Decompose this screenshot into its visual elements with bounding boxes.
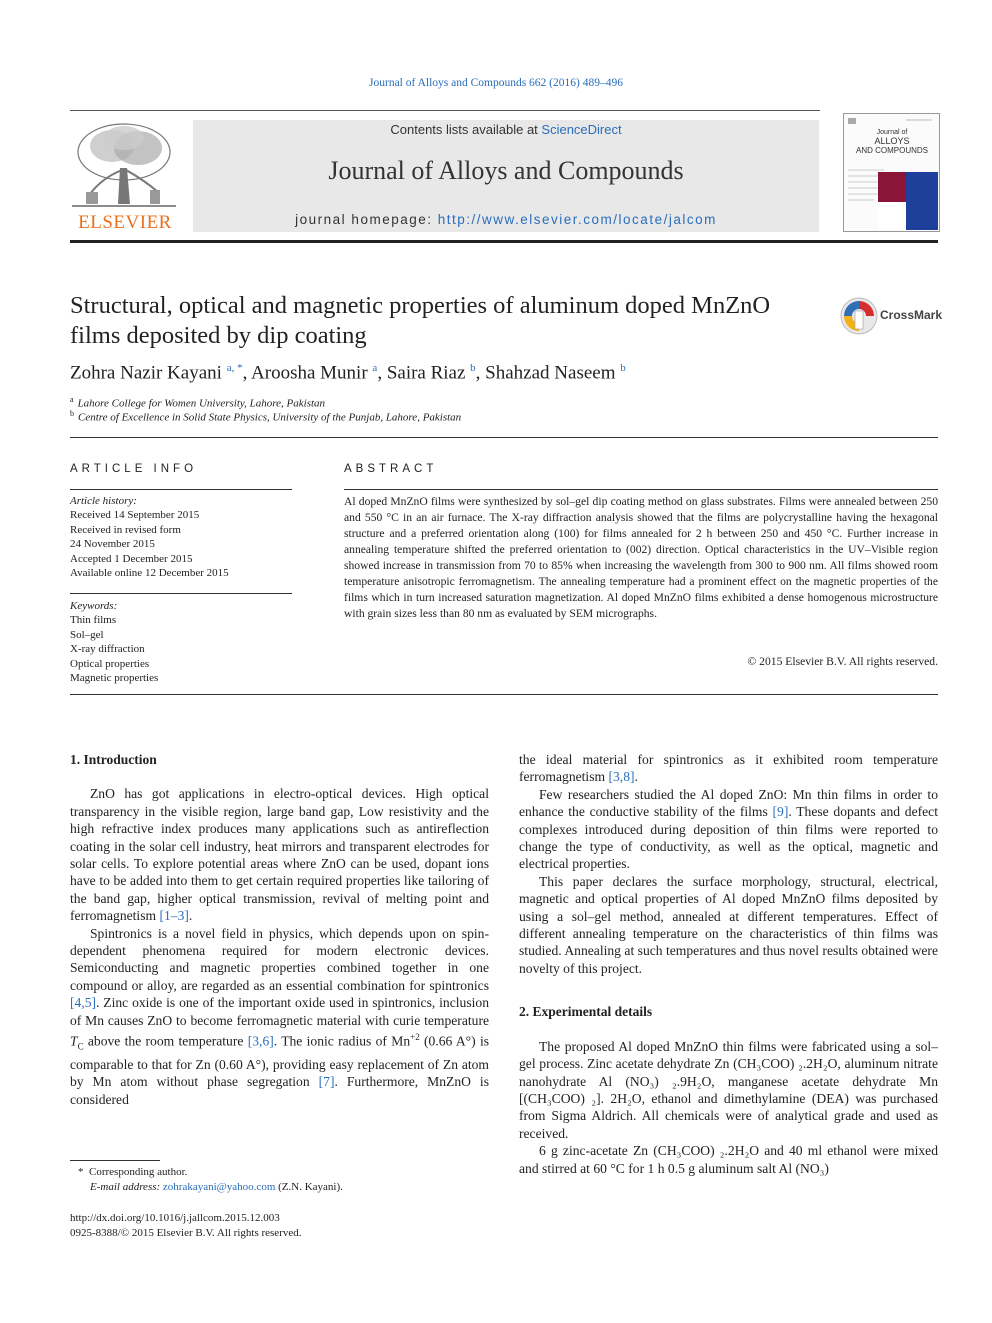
author-email-link[interactable]: zohrakayani@yahoo.com <box>162 1181 276 1193</box>
keyword: Sol–gel <box>70 628 104 641</box>
header-bottom-rule <box>70 240 938 243</box>
abstract-copyright: © 2015 Elsevier B.V. All rights reserved. <box>747 655 938 668</box>
title-block-rule <box>70 437 938 438</box>
author-list: Zohra Nazir Kayani $^{a, *}$, Aroosha Munir $^a$, Saira Riaz $^b$, Shahzad Naseem $^b$ <box>70 362 626 384</box>
paragraph-text: Spintronics is a novel field in physics, which depends upon on spin-dependent phenomena required for modern electronic devices. Semiconducting and magnetic properties combined together in one compound or alloy, are regarded as an essential combination for spintronics <box>70 925 489 993</box>
history-item: Received 14 September 2015 <box>70 509 200 522</box>
citation-link[interactable]: [1–3] <box>159 908 189 924</box>
cover-title-line3: AND COMPOUNDS <box>855 146 928 155</box>
history-item: Accepted 1 December 2015 <box>70 552 193 565</box>
paragraph-text: . These dopants and defect complexes introduced during deposition of thin films were reported to change the type of conductivity, as well as the optical, magnetic and electrical properties. <box>519 804 938 872</box>
paragraph-text: . Furthermore, MnZnO is considered <box>70 1074 490 1107</box>
cover-title-line1: Journal of <box>876 129 908 136</box>
keywords-block <box>70 599 292 685</box>
footnote-mark: * <box>78 1166 84 1178</box>
email-suffix: (Z.N. Kayani). <box>275 1181 343 1193</box>
citation-link[interactable]: [3,6] <box>247 1033 274 1049</box>
elsevier-wordmark: ELSEVIER <box>78 212 172 233</box>
paragraph-text: the ideal material for spintronics as it exhibited room temperature ferromagnetism <box>519 752 938 785</box>
right-column <box>519 751 938 1177</box>
journal-homepage <box>193 212 819 227</box>
author-affil-mark[interactable]: a <box>372 362 378 374</box>
intro-paragraph: ZnO has got applications in electro-optical devices. High optical transparency in the visible region, large band gap, Low resistivity and the high refractive index produces many applications such as antireflection coating in the solar cell industry, heat mirrors and transparent electrodes for solar cells. To explore potential areas where ZnO can be used, dopant ions have to be added into them to get certain required properties like tailoring of the band gap, higher optical transmission, revival of melting point and ferromagnetism [1–3]. <box>70 786 489 924</box>
article-info-heading: ARTICLE INFO <box>70 463 198 475</box>
homepage-link[interactable]: http://www.elsevier.com/locate/jalcom <box>437 212 717 227</box>
paragraph-text: above the room temperature <box>83 1033 248 1049</box>
journal-cover-thumbnail[interactable] <box>843 113 940 232</box>
author-affil-mark[interactable]: a, * <box>226 362 243 374</box>
header-rule <box>70 110 820 111</box>
experimental-paragraph: 6 g zinc-acetate Zn (CH₃COO) ₂.2H₂O and 40 ml ethanol were mixed and stirred at 60 °C for 1 h 0.5 g aluminum salt Al (NO₃) <box>519 1143 938 1176</box>
citation-link[interactable]: [7] <box>318 1074 335 1090</box>
crossmark-badge[interactable] <box>840 297 943 337</box>
author-affil-mark[interactable]: b <box>620 362 626 374</box>
intro-paragraph: This paper declares the surface morphology, structural, electrical, magnetic and optical properties of Al doped MnZnO films deposited by using a sol–gel method, annealed at different temperatures. Effect of different annealing temperature on the characteristics of thin films was studied. Annealing at such temperatures and thus novel results obtained were novelty of this project. <box>519 873 938 976</box>
abstract-rule <box>344 489 938 490</box>
author-name[interactable]: Saira Riaz <box>386 362 466 384</box>
symbol-tc-subscript: C <box>77 1041 84 1052</box>
doi-link[interactable]: http://dx.doi.org/10.1016/j.jallcom.2015.12.003 <box>70 1212 280 1224</box>
history-item: Received in revised form <box>70 523 181 536</box>
charge-superscript: +2 <box>410 1032 420 1043</box>
keyword: Thin films <box>70 614 117 627</box>
history-label: Article history: <box>70 495 137 507</box>
abstract-text: Al doped MnZnO films were synthesized by sol–gel dip coating method on glass substrates. Films were annealed between 250 and 550 °C in an air furnace. The X-ray diffraction analysis showed that the films are polycrystalline having the hexagonal structure and a preferred orientation along (100) for films annealed for 2 h between 250 and 450 °C. Further increase in annealing temperature shifted the preferred orientation to (002) direction. Optical characteristics in the UV–Visible region showed increase in transmission from 70 to 85% when increasing the wavelength from 300 to 900 nm. All films showed room temperature anisotropic ferromagnetism. The annealing temperature had a prominent effect on the magnetic properties of the films which in turn increased saturation magnetization. Al doped MnZnO films exhibited a dense homogenous microstructure with grain sizes less than 80 nm as evaluated by SEM micrographs. <box>344 495 938 620</box>
keyword: Magnetic properties <box>70 672 159 685</box>
crossmark-icon <box>840 297 878 335</box>
history-item: Available online 12 December 2015 <box>70 567 229 580</box>
keyword: Optical properties <box>70 657 150 670</box>
section-heading-experimental: 2. Experimental details <box>519 1004 653 1020</box>
intro-paragraph-continued: the ideal material for spintronics as it exhibited room temperature ferromagnetism [3,8]. <box>519 752 938 785</box>
homepage-label: journal homepage: <box>295 212 438 227</box>
paragraph-text: ZnO has got applications in electro-optical devices. High optical transparency in the visible region, large band gap, Low resistivity and the high refractive index produces many applications such as antireflection coating in the solar cell industry, heat mirrors and transparent electrodes for solar cells. To explore potential areas where ZnO can be used, dopant ions have to be added into them to get certain required properties like tailoring of the band gap, higher optical transmission, revival of melting point and ferromagnetism <box>70 786 489 924</box>
author-name[interactable]: Aroosha Munir <box>251 362 368 384</box>
author-name[interactable]: Zohra Nazir Kayani <box>70 362 222 384</box>
elsevier-logo[interactable] <box>70 118 180 236</box>
contents-line <box>193 122 819 137</box>
contents-prefix: Contents lists available at <box>390 122 542 137</box>
sciencedirect-link[interactable]: ScienceDirect <box>541 122 622 137</box>
cover-title-line2: ALLOYS <box>874 136 910 146</box>
front-matter-rule <box>70 694 938 695</box>
journal-title: Journal of Alloys and Compounds <box>328 156 684 185</box>
paragraph-text: . Zinc oxide is one of the important oxide used in spintronics, inclusion of Mn causes ZnO to become ferromagnetic material with curie temperature <box>70 995 489 1028</box>
intro-paragraph <box>70 925 489 1108</box>
affiliation-b <box>70 409 461 424</box>
citation-link[interactable]: [9] <box>772 804 789 820</box>
keywords-label: Keywords: <box>70 600 118 612</box>
issn-copyright: 0925-8388/© 2015 Elsevier B.V. All rights reserved. <box>70 1227 302 1239</box>
elsevier-tree-icon <box>72 118 176 212</box>
abstract-heading: ABSTRACT <box>344 463 438 475</box>
symbol-tc: T <box>70 1033 78 1049</box>
paragraph-text: (0.66 A°) is comparable to that for Zn (0.60 A°), providing easy replacement of Zn atom by Mn atom without phase segregation <box>70 1033 490 1090</box>
affil-mark: a <box>70 395 74 404</box>
footnote-rule <box>70 1160 160 1161</box>
intro-paragraph <box>519 786 938 873</box>
affil-mark: b <box>70 409 74 418</box>
email-label: E-mail address: <box>90 1181 163 1193</box>
author-affil-mark[interactable]: b <box>470 362 476 374</box>
citation-link[interactable]: [3,8] <box>608 769 635 785</box>
journal-banner <box>193 120 819 232</box>
keywords-rule <box>70 593 292 594</box>
affil-text: Lahore College for Women University, Lahore, Pakistan <box>77 397 326 410</box>
left-column <box>70 751 489 1108</box>
paragraph-text: . The ionic radius of Mn <box>273 1033 411 1049</box>
journal-citation[interactable]: Journal of Alloys and Compounds 662 (2016) 489–496 <box>369 77 623 89</box>
paragraph-text: Few researchers studied the Al doped ZnO: Mn thin films in order to enhance the conductive stability of the films <box>519 786 938 820</box>
article-title: Structural, optical and magnetic properties of aluminum doped MnZnO films deposited by dip coating <box>70 292 771 349</box>
history-item: 24 November 2015 <box>70 538 155 551</box>
affil-text: Centre of Excellence in Solid State Physics, University of the Punjab, Lahore, Pakistan <box>78 411 462 424</box>
experimental-paragraph: The proposed Al doped MnZnO thin films were fabricated using a sol–gel process. Zinc acetate dehydrate Zn (CH₃COO) ₂.2H₂O, aluminum nitrate nanohydrate Al (NO₃) ₂.9H₂O, manganese acetate dehydrate Mn [(CH₃COO) ₂]. 2H₂O, ethanol and dimethylamine (DEA) was purchased from Sigma Aldrich. All chemicals were of analytical grade and used as received. <box>519 1038 938 1141</box>
footnote-label: Corresponding author. <box>89 1166 188 1178</box>
article-history <box>70 494 292 580</box>
corresponding-author-note <box>78 1166 187 1178</box>
citation-link[interactable]: [4,5] <box>70 995 97 1011</box>
section-heading-introduction: 1. Introduction <box>70 752 157 767</box>
article-info-rule <box>70 489 292 490</box>
email-note <box>90 1181 343 1193</box>
affiliation-a <box>70 395 325 410</box>
keyword: X-ray diffraction <box>70 643 145 656</box>
crossmark-label: CrossMark <box>880 308 943 322</box>
author-name[interactable]: Shahzad Naseem <box>485 362 616 384</box>
